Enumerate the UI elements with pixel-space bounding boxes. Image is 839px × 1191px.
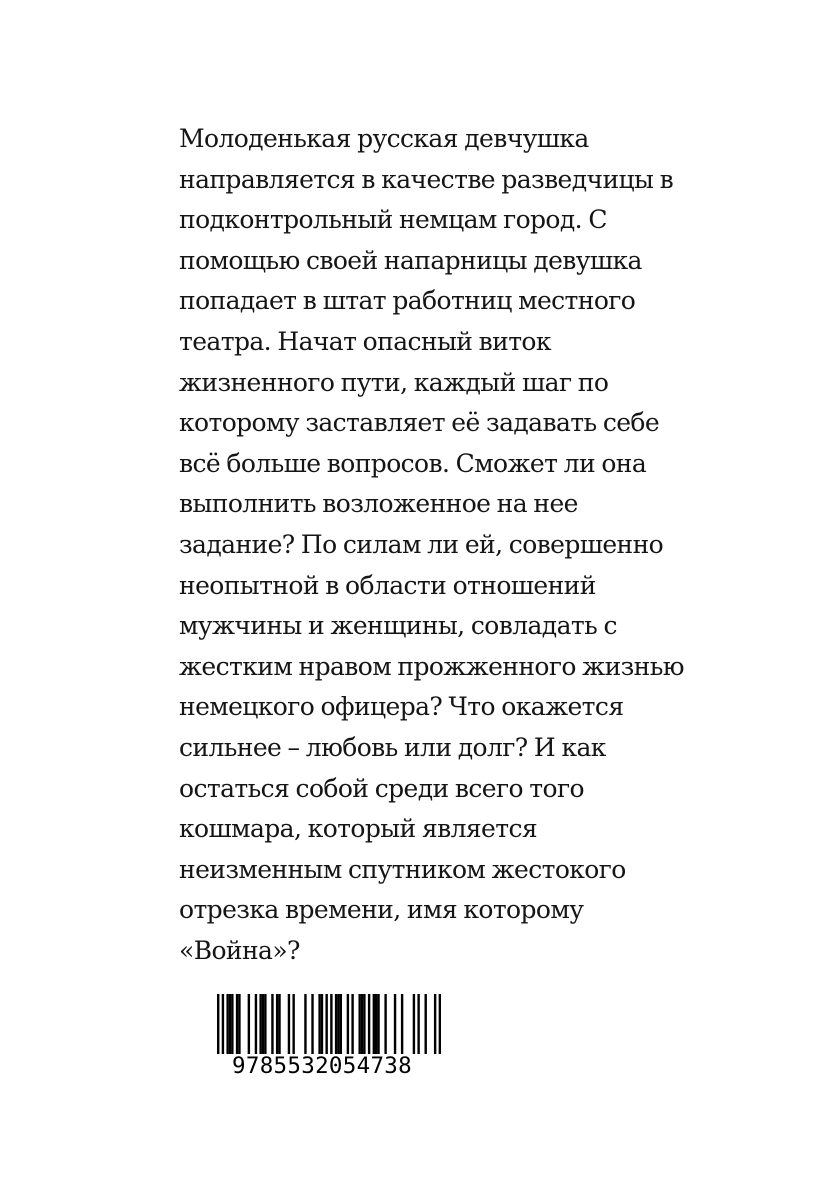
barcode-bar: [264, 994, 266, 1054]
barcode-bar: [335, 994, 337, 1054]
barcode-bar: [311, 994, 313, 1054]
barcode-graphic: [217, 994, 441, 1054]
barcode-bar: [276, 994, 278, 1054]
annotation-line: задание? По силам ли ей, совершенно: [179, 529, 664, 559]
barcode-bar: [434, 994, 436, 1054]
annotation-line: отрезка времени, имя которому: [179, 895, 584, 925]
barcode-bar: [248, 994, 250, 1054]
annotation-line: которому заставляет её задавать себе: [179, 408, 660, 438]
barcode-bar: [417, 994, 419, 1054]
annotation-line: жестким нравом прожженного жизнью: [179, 651, 684, 681]
annotation-line: всё больше вопросов. Сможет ли она: [179, 448, 647, 478]
annotation-line: сильнее – любовь или долг? И как: [179, 732, 606, 762]
barcode-bar: [259, 994, 261, 1054]
barcode-bar: [288, 994, 290, 1054]
annotation-line: Молоденькая русская девчушка: [179, 124, 589, 153]
barcode-bar: [304, 994, 306, 1054]
barcode-bar: [368, 994, 370, 1054]
barcode-bar: [231, 994, 233, 1054]
annotation-line: помощью своей напарницы девушка: [179, 245, 642, 275]
barcode-bar: [337, 994, 339, 1054]
annotation-line: неопытной в области отношений: [179, 570, 596, 600]
annotation-line: кошмара, который является: [179, 814, 538, 844]
barcode-bar: [361, 994, 363, 1054]
annotation-line: подконтрольный немцам город. С: [179, 205, 607, 235]
barcode-bar: [222, 994, 224, 1054]
annotation-line: мужчины и женщины, совладать с: [179, 611, 617, 641]
barcode-bar: [321, 994, 323, 1054]
isbn-number: 9785532054738: [232, 1053, 412, 1079]
barcode-bar: [255, 994, 257, 1054]
barcode-bar: [278, 994, 280, 1054]
annotation-line: неизменным спутником жестокого: [179, 854, 626, 884]
annotation-line: остаться собой среди всего того: [179, 773, 584, 803]
barcode-bar: [238, 994, 240, 1054]
barcode-bar: [226, 994, 228, 1054]
barcode-bar: [340, 994, 342, 1054]
barcode-bar: [384, 994, 386, 1054]
book-annotation: [179, 119, 684, 971]
barcode-bar: [363, 994, 365, 1054]
annotation-line: направляется в качестве разведчицы в: [179, 164, 674, 194]
barcode-bar: [358, 994, 360, 1054]
barcode-bar: [292, 994, 294, 1054]
barcode-bar: [394, 994, 396, 1054]
barcode-bar: [325, 994, 327, 1054]
barcode-bar: [330, 994, 332, 1054]
barcode-bar: [217, 994, 219, 1054]
barcode-bar: [229, 994, 231, 1054]
barcode-bar: [413, 994, 415, 1054]
barcode-bar: [236, 994, 238, 1054]
barcode-bar: [262, 994, 264, 1054]
barcode-bar: [351, 994, 353, 1054]
annotation-line: театра. Начат опасный виток: [179, 326, 551, 356]
barcode-bar: [271, 994, 273, 1054]
annotation-line: выполнить возложенное на нее: [179, 489, 578, 519]
annotation-line: «Война»?: [179, 935, 300, 965]
barcode-bar: [401, 994, 403, 1054]
barcode-bar: [439, 994, 441, 1054]
annotation-line: немецкого офицера? Что окажется: [179, 692, 624, 722]
barcode-bar: [424, 994, 426, 1054]
barcode-bar: [318, 994, 320, 1054]
barcode-bar: [375, 994, 377, 1054]
barcode-bar: [377, 994, 379, 1054]
barcode-bar: [347, 994, 349, 1054]
annotation-line: попадает в штат работниц местного: [179, 286, 636, 316]
annotation-line: жизненного пути, каждый шаг по: [179, 367, 609, 397]
barcode-bar: [373, 994, 375, 1054]
